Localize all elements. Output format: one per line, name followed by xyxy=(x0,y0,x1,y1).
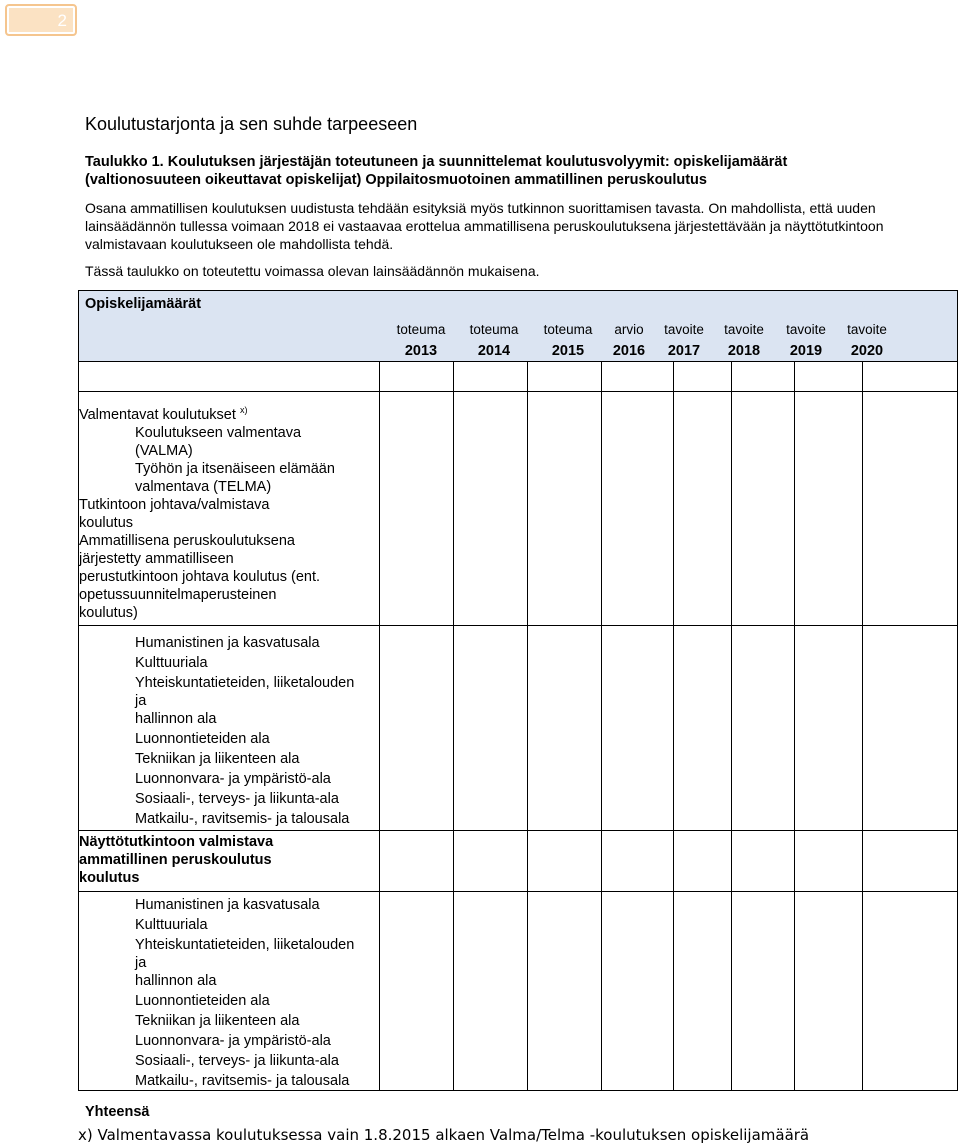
telma-label-2: valmentava (TELMA) xyxy=(135,478,272,495)
col-head-2019: tavoite 2019 xyxy=(786,322,826,359)
field-b-matkailu: Matkailu-, ravitsemis- ja talousala xyxy=(135,1073,350,1089)
footnote-mark: x) xyxy=(239,405,248,415)
valma-label-1: Koulutukseen valmentava xyxy=(135,424,302,441)
field-a-tekniikka: Tekniikan ja liikenteen ala xyxy=(135,751,300,767)
section-heading: Koulutustarjonta ja sen suhde tarpeeseen xyxy=(85,114,418,134)
field-b-yhteiskunta: Yhteiskuntatieteiden, liiketalouden xyxy=(135,937,355,953)
tutkintoon-label-1: Tutkintoon johtava/valmistava xyxy=(79,496,270,513)
naytto-label-cell xyxy=(79,831,380,892)
field-a-kulttuuri: Kulttuuriala xyxy=(135,655,208,671)
ammatillisena-label-2: järjestetty ammatilliseen xyxy=(79,550,234,567)
table-body-row-fields-a xyxy=(79,626,958,831)
paragraph-note: Tässä taulukko on toteutettu voimassa olevan lainsäädännön mukaisena. xyxy=(85,263,540,279)
field-b-hallinto: hallinnon ala xyxy=(135,973,217,989)
field-b-luonnontiede: Luonnontieteiden ala xyxy=(135,993,270,1009)
valmentavat-title: Valmentavat koulutukset xyxy=(79,406,236,423)
fields-a-label-cell xyxy=(79,626,380,831)
ammatillisena-label-4: opetussuunnitelmaperusteinen xyxy=(79,586,277,603)
table-caption: Taulukko 1. Koulutuksen järjestäjän toteutuneen ja suunnittelemat koulutusvolyymit: opiskelijamäärät (valtionosuuteen oikeuttavat opiskelijat) Oppilaitosmuotoinen ammatillinen peruskoulutus xyxy=(85,154,788,188)
table-body-row-naytto xyxy=(79,831,958,892)
naytto-label-3: koulutus xyxy=(79,870,140,886)
table-header-row xyxy=(79,291,958,362)
field-b-tekniikka: Tekniikan ja liikenteen ala xyxy=(135,1013,300,1029)
field-a-ja: ja xyxy=(135,693,147,709)
student-volume-table xyxy=(78,290,958,1091)
fields-b-label-cell xyxy=(79,892,380,1091)
total-label: Yhteensä xyxy=(85,1104,150,1120)
field-b-ja: ja xyxy=(135,955,147,971)
field-b-kulttuuri: Kulttuuriala xyxy=(135,917,208,933)
ammatillisena-label-5: koulutus) xyxy=(79,604,138,621)
field-a-luonnontiede: Luonnontieteiden ala xyxy=(135,731,270,747)
col-head-2014: toteuma 2014 xyxy=(469,322,519,359)
field-a-humanistinen: Humanistinen ja kasvatusala xyxy=(135,635,320,651)
table-body-row-fields-b xyxy=(79,892,958,1091)
col-head-2016: arvio 2016 xyxy=(612,322,646,359)
col-head-2013: toteuma 2013 xyxy=(396,322,446,359)
field-b-humanistinen: Humanistinen ja kasvatusala xyxy=(135,897,320,913)
page-number: 2 xyxy=(57,11,67,30)
field-a-luonnonvara: Luonnonvara- ja ympäristö-ala xyxy=(135,771,331,787)
naytto-label-1: Näyttötutkintoon valmistava xyxy=(79,834,274,850)
ammatillisena-label-1: Ammatillisena peruskoulutuksena xyxy=(79,532,295,549)
ammatillisena-label-3: perustutkintoon johtava koulutus (ent. xyxy=(79,568,321,585)
field-a-matkailu: Matkailu-, ravitsemis- ja talousala xyxy=(135,811,350,827)
table-spacer-row xyxy=(79,362,958,392)
table-body-row-valmentavat xyxy=(79,392,958,626)
field-a-sosiaali: Sosiaali-, terveys- ja liikunta-ala xyxy=(135,791,339,807)
valmentavat-label-cell xyxy=(79,392,380,626)
col-head-2015: toteuma 2015 xyxy=(543,322,593,359)
tutkintoon-label-2: koulutus xyxy=(79,514,134,531)
field-b-sosiaali: Sosiaali-, terveys- ja liikunta-ala xyxy=(135,1053,339,1069)
table-header xyxy=(79,291,958,362)
table-title: Opiskelijamäärät xyxy=(85,296,202,312)
field-a-yhteiskunta: Yhteiskuntatieteiden, liiketalouden xyxy=(135,675,355,691)
col-head-2017: tavoite 2017 xyxy=(664,322,704,359)
naytto-label-2: ammatillinen peruskoulutus xyxy=(79,852,272,868)
field-b-luonnonvara: Luonnonvara- ja ympäristö-ala xyxy=(135,1033,331,1049)
field-a-hallinto: hallinnon ala xyxy=(135,711,217,727)
telma-label-1: Työhön ja itsenäiseen elämään xyxy=(135,460,335,477)
footnote: x) Valmentavassa koulutuksessa vain 1.8.2015 alkaen Valma/Telma -koulutuksen opiskelijamäärä xyxy=(78,1126,810,1144)
col-head-2018: tavoite 2018 xyxy=(724,322,764,359)
valma-label-2: (VALMA) xyxy=(135,442,193,459)
col-head-2020: tavoite 2020 xyxy=(847,322,887,359)
paragraph-reform: Osana ammatillisen koulutuksen uudistusta tehdään esityksiä myös tutkinnon suorittamisen tavasta. On mahdollista, että uuden lainsäädännön tullessa voimaan 2018 ei vastaavaa erottelua ammatillisena peruskoulutuksena järjestettävään ja näyttötutkintoon valmistavaan koulutukseen ole mahdollista tehdä. xyxy=(85,200,884,252)
page-number-badge xyxy=(5,4,77,36)
